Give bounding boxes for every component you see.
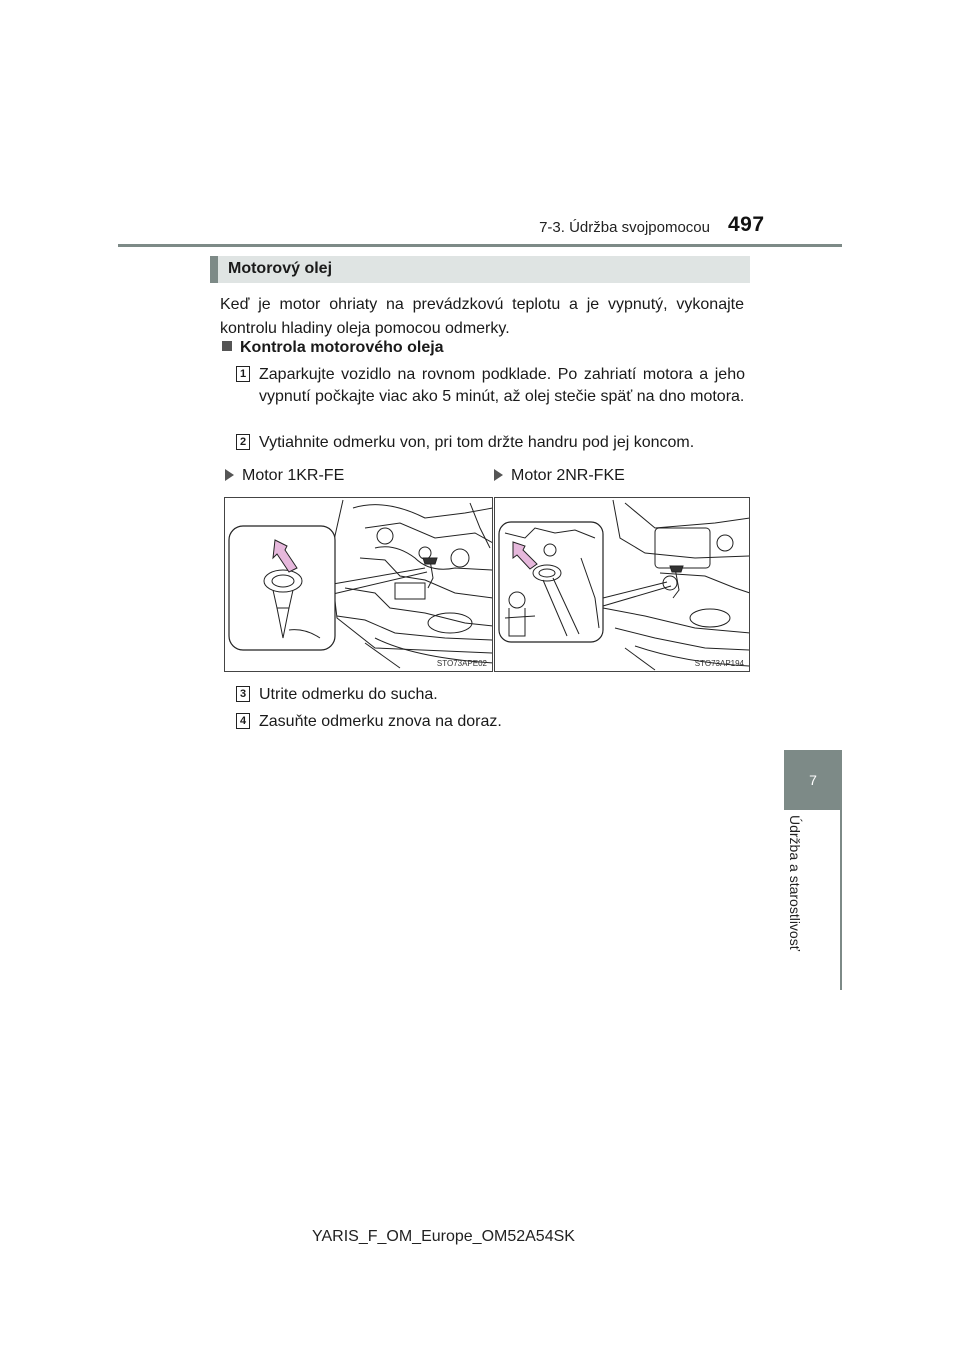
footer-document-id: YARIS_F_OM_Europe_OM52A54SK	[312, 1228, 575, 1245]
figure-code: STO73AP194	[694, 659, 744, 668]
figure-2nr-fke	[494, 497, 750, 672]
figure-label-text: Motor 2NR-FKE	[511, 467, 625, 484]
chapter-title: Údržba a starostlivosť	[787, 815, 803, 951]
step-number: 3	[239, 688, 247, 700]
step-4-text: Zasuňte odmerku znova na doraz.	[259, 713, 502, 730]
chapter-title-vertical	[765, 815, 825, 975]
engine-illustration-1kr	[225, 498, 493, 672]
figure-1kr-fe	[224, 497, 493, 672]
step-number: 4	[239, 715, 247, 727]
square-bullet-icon	[222, 341, 232, 351]
step-3-text: Utrite odmerku do sucha.	[259, 686, 438, 703]
step-2-text: Vytiahnite odmerku von, pri tom držte handru pod jej koncom.	[259, 434, 695, 451]
step-number: 1	[239, 368, 247, 380]
step-number: 2	[239, 436, 247, 448]
triangle-bullet-icon	[494, 469, 503, 481]
subheading	[222, 339, 444, 357]
figure-label-1kr	[225, 467, 344, 485]
step-2-badge	[236, 434, 250, 450]
step-1-text: Zaparkujte vozidlo na rovnom podklade. Po zahriatí motora a jeho vypnutí počkajte viac ako 5 minút, až olej stečie späť na dno motora.	[259, 366, 745, 405]
chapter-number: 7	[809, 772, 817, 788]
subheading-text: Kontrola motorového oleja	[240, 339, 444, 356]
triangle-bullet-icon	[225, 469, 234, 481]
header-divider	[118, 244, 842, 247]
step-1-badge	[236, 366, 250, 382]
figure-label-2nr	[494, 467, 625, 485]
section-title: Motorový olej	[228, 260, 333, 277]
step-4-badge	[236, 713, 250, 729]
figure-code: STO73APE02	[436, 659, 487, 668]
intro-paragraph: Keď je motor ohriaty na prevádzkovú teplotu a je vypnutý, vykonajte kontrolu hladiny oleja pomocou odmerky.	[220, 296, 744, 337]
header-section-title: 7-3. Údržba svojpomocou	[539, 219, 710, 236]
chapter-tab[interactable]	[784, 750, 842, 810]
figure-label-text: Motor 1KR-FE	[242, 467, 345, 484]
engine-illustration-2nr	[495, 498, 750, 672]
section-heading	[210, 256, 750, 283]
step-3-badge	[236, 686, 250, 702]
chapter-tab-strip	[840, 810, 842, 990]
page-number: 497	[728, 213, 765, 236]
